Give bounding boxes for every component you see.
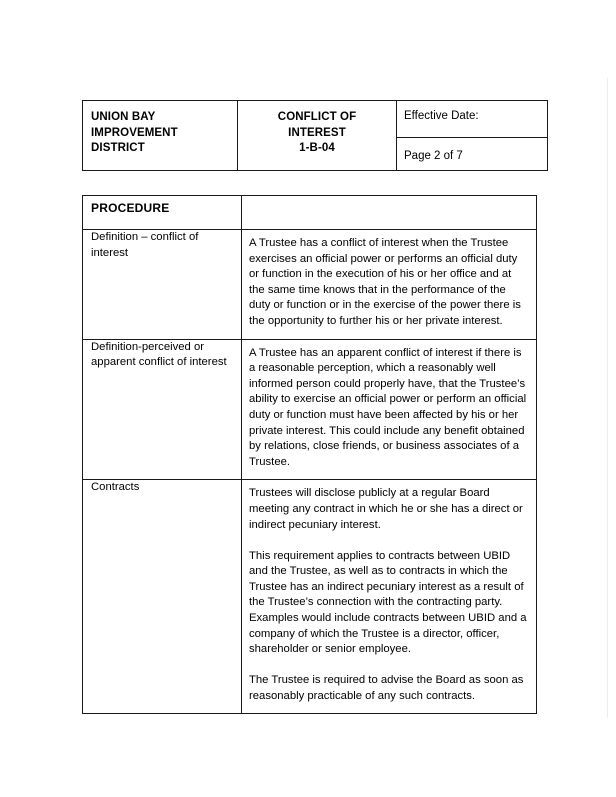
header-policy-title-cell	[238, 101, 397, 171]
organization-line-3: DISTRICT	[91, 142, 145, 154]
organization-line-1: UNION BAY	[91, 111, 156, 123]
table-row	[83, 339, 537, 480]
header-organization-cell	[83, 101, 238, 171]
policy-title-line-1: CONFLICT OF	[277, 111, 357, 123]
organization-line-2: IMPROVEMENT	[91, 126, 178, 139]
policy-title-line-2: INTEREST	[288, 126, 346, 139]
page-indicator: Page 2 of 7	[404, 150, 463, 162]
row-label-definition-perceived-apparent	[83, 339, 242, 480]
effective-date-label: Effective Date:	[404, 110, 479, 122]
document-header-table	[82, 100, 548, 171]
paragraph: This requirement applies to contracts between UBID and the Trustee, as well as to contracts in which the Trustee has an indirect pecuniary interest as a result of the Trustee’s connection with the contracting party. Examples would include contracts between UBID and a company of which the Trustee is a director, officer, shareholder or senior employee.	[249, 549, 527, 656]
paragraph: A Trustee has a conflict of interest when the Trustee exercises an official power or performs an official duty or function in the execution of his or her office and at the same time knows that in the performance of the duty or function or in the exercise of the power there is the opportunity to further his or her private interest.	[249, 237, 521, 327]
procedure-table	[82, 195, 537, 714]
paragraph: Trustees will disclose publicly at a regular Board meeting any contract in which he or she has a direct or indirect pecuniary interest.	[249, 487, 523, 531]
policy-number: 1-B-04	[299, 142, 335, 154]
paragraph: A Trustee has an apparent conflict of interest if there is a reasonable perception, which a reasonably well informed person could properly have, that the Trustee’s ability to exercise an official power or perform an official duty or function must have been affected by his or her private interest. This could include any benefit obtained by relations, close friends, or business associates of a Trustee.	[249, 346, 527, 468]
procedure-heading-row	[83, 196, 537, 230]
row-label-line-1: Definition-perceived or apparent conflict of interest	[91, 340, 227, 369]
header-row	[83, 101, 548, 171]
procedure-heading: PROCEDURE	[83, 196, 242, 230]
row-body-definition-perceived-apparent	[242, 339, 537, 480]
row-body-definition-conflict-of-interest	[242, 230, 537, 340]
row-label-line-1: Definition – conflict of interest	[91, 231, 199, 259]
procedure-heading-blank-cell	[242, 196, 537, 230]
effective-date-row	[397, 101, 547, 138]
scan-edge-artifact	[607, 78, 608, 718]
table-row	[83, 480, 537, 714]
row-label-definition-conflict-of-interest	[83, 230, 242, 340]
row-label-contracts	[83, 480, 242, 714]
table-row	[83, 230, 537, 340]
row-label-line-1: Contracts	[91, 481, 140, 494]
row-body-contracts	[242, 480, 537, 714]
paragraph: The Trustee is required to advise the Board as soon as reasonably practicable of any such contracts.	[249, 674, 524, 702]
header-meta-cell	[397, 101, 548, 171]
